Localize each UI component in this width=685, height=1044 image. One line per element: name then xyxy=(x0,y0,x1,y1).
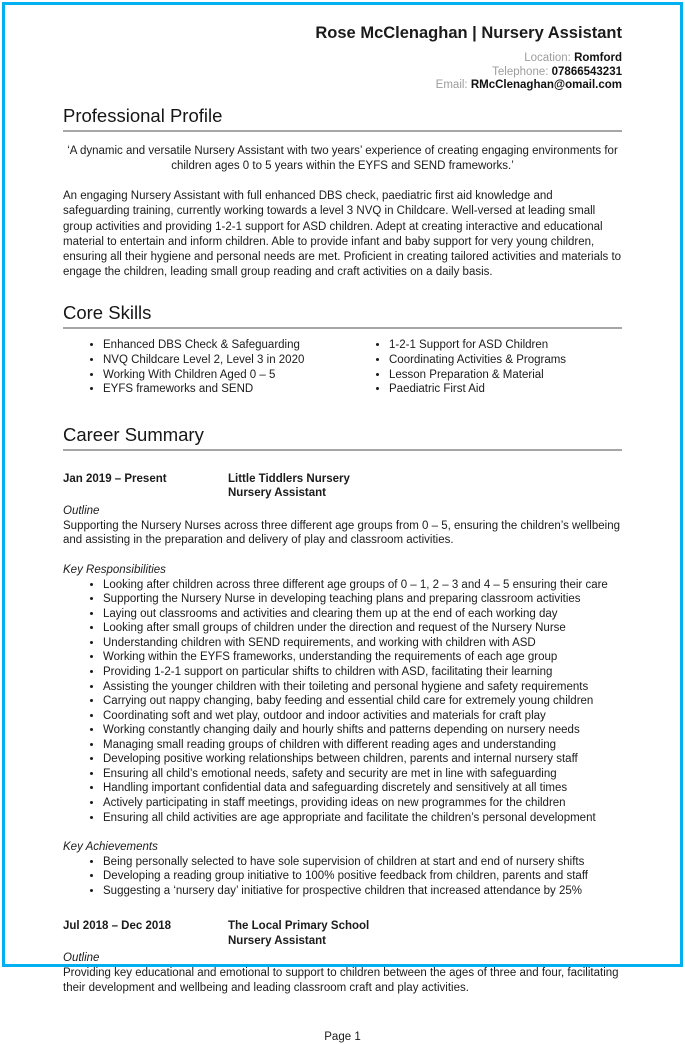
profile-body: An engaging Nursery Assistant with full enhanced DBS check, paediatric first aid knowledge and safeguarding training, currently working towards a level 3 NVQ in Childcare. Well-versed at leading small group activities and providing 1-2-1 support for ASD children. Adept at creating interactive and educational material to entertain and inform children. Able to provide infant and baby support for very young children, ensuring all their hygiene and personal needs are met. Proficient in creating tailored activities and materials to engage the children, leading small group reading and craft activities on a daily basis. xyxy=(63,190,622,279)
job2-header xyxy=(63,919,622,948)
core-skills-left-list xyxy=(63,338,343,396)
job1-org xyxy=(228,472,350,501)
contact-location xyxy=(63,52,622,66)
contact-email-value: RMcClenaghan@omail.com xyxy=(470,79,622,92)
job1-achievements-list xyxy=(63,855,622,899)
job2-dates: Jul 2018 – Dec 2018 xyxy=(63,920,172,933)
list-item: • Assisting the younger children with their toileting and personal hygiene and safety requirements xyxy=(103,680,622,695)
contact-telephone xyxy=(63,66,622,80)
list-item: • Working constantly changing daily and hourly shifts and patterns depending on nursery needs xyxy=(103,723,622,738)
list-item: • Actively participating in staff meetings, providing ideas on new programmes for the children xyxy=(103,796,622,811)
list-item: • Paediatric First Aid xyxy=(389,382,622,397)
contact-telephone-label: Telephone: xyxy=(492,65,549,78)
section-heading-career-summary: Career Summary xyxy=(63,424,622,451)
list-item: • NVQ Childcare Level 2, Level 3 in 2020 xyxy=(103,353,343,368)
core-skills-right-list xyxy=(343,338,622,396)
list-item: • Looking after children across three different age groups of 0 – 1, 2 – 3 and 4 – 5 ensuring their care xyxy=(103,578,622,593)
list-item: • Laying out classrooms and activities and clearing them up at the end of each working day xyxy=(103,607,622,622)
list-item: • Enhanced DBS Check & Safeguarding xyxy=(103,338,343,353)
list-item: • Coordinating Activities & Programs xyxy=(389,353,622,368)
list-item: • Managing small reading groups of children with different reading ages and understanding xyxy=(103,738,622,753)
job1-title: Nursery Assistant xyxy=(228,487,327,500)
list-item: • 1-2-1 Support for ASD Children xyxy=(389,338,622,353)
job1-outline-label: Outline xyxy=(63,504,100,517)
contact-block xyxy=(63,52,622,93)
list-item: • Coordinating soft and wet play, outdoor and indoor activities and materials for craft play xyxy=(103,709,622,724)
contact-email xyxy=(63,79,622,93)
list-item: • Providing 1-2-1 support on particular shifts to children with ASD, facilitating their learning xyxy=(103,665,622,680)
cv-page xyxy=(5,5,680,1043)
job2-title: Nursery Assistant xyxy=(228,934,327,947)
list-item: • Developing positive working relationships between children, parents and internal nursery staff xyxy=(103,752,622,767)
list-item: • Looking after small groups of children under the direction and request of the Nursery Nurse xyxy=(103,621,622,636)
job1-responsibilities-label: Key Responsibilities xyxy=(63,564,166,577)
contact-location-label: Location: xyxy=(524,52,571,64)
job1-company: Little Tiddlers Nursery xyxy=(228,472,350,485)
job1-dates: Jan 2019 – Present xyxy=(63,472,167,485)
list-item: • Handling important confidential data and safeguarding discretely and sensitively at all times xyxy=(103,781,622,796)
core-skills-columns xyxy=(63,338,622,396)
list-item: • Working With Children Aged 0 – 5 xyxy=(103,368,343,383)
job2-outline-label: Outline xyxy=(63,952,100,965)
list-item: • Working within the EYFS frameworks, understanding the requirements of each age group xyxy=(103,650,622,665)
job1-achievements-label: Key Achievements xyxy=(63,841,158,854)
list-item: • Being personally selected to have sole supervision of children at start and end of nursery shifts xyxy=(103,855,622,870)
list-item: • Developing a reading group initiative to 100% positive feedback from children, parents and staff xyxy=(103,869,622,884)
contact-telephone-value: 07866543231 xyxy=(551,65,622,78)
profile-quote: ‘A dynamic and versatile Nursery Assistant with two years’ experience of creating engaging environments for children ages 0 to 5 years within the EYFS and SEND frameworks.’ xyxy=(67,144,618,172)
job2-org xyxy=(228,919,369,948)
contact-location-value: Romford xyxy=(574,52,622,64)
list-item: • Lesson Preparation & Material xyxy=(389,368,622,383)
page-number: Page 1 xyxy=(324,1030,361,1043)
job1-outline-text: Supporting the Nursery Nurses across three different age groups from 0 – 5, ensuring the children’s wellbeing and assisting in the preparation and delivery of play and classroom activities. xyxy=(63,519,620,547)
contact-email-label: Email: xyxy=(435,79,468,92)
list-item: • Suggesting a ‘nursery day’ initiative for prospective children that increased attendance by 25% xyxy=(103,884,622,899)
job2-outline-text: Providing key educational and emotional to support to children between the ages of three and four, facilitating their development and wellbeing and leading classroom craft and play activities. xyxy=(63,967,619,994)
list-item: • Ensuring all child’s emotional needs, safety and security are met in line with safeguarding xyxy=(103,767,622,782)
section-heading-core-skills: Core Skills xyxy=(63,302,622,329)
list-item: • Carrying out nappy changing, baby feeding and essential child care for extremely young children xyxy=(103,694,622,709)
job1-responsibilities-list xyxy=(63,578,622,825)
candidate-name: Rose McClenaghan | Nursery Assistant xyxy=(315,24,622,42)
section-heading-professional-profile: Professional Profile xyxy=(63,105,622,132)
list-item: • Understanding children with SEND requirements, and working with children with ASD xyxy=(103,636,622,651)
list-item: • EYFS frameworks and SEND xyxy=(103,382,343,397)
job2-company: The Local Primary School xyxy=(228,920,370,933)
list-item: • Ensuring all child activities are age appropriate and facilitate the children’s personal development xyxy=(103,811,622,826)
list-item: • Supporting the Nursery Nurse in developing teaching plans and preparing classroom activities xyxy=(103,592,622,607)
job1-header xyxy=(63,472,622,501)
